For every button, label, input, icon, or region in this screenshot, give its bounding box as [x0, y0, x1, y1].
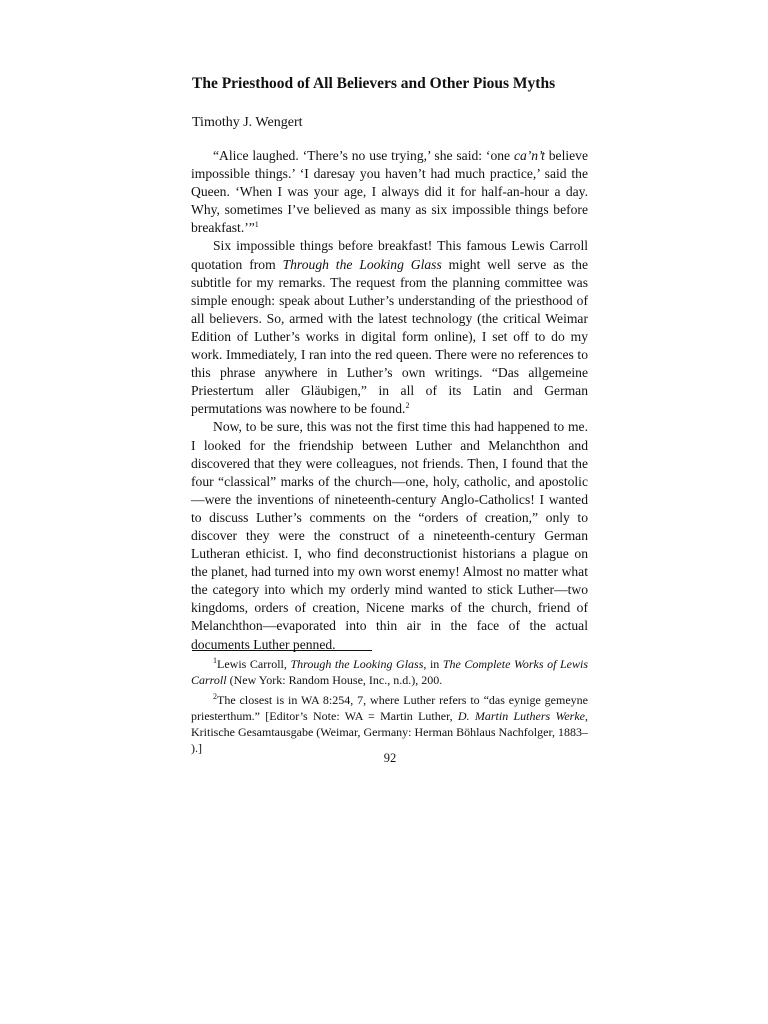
paragraph-1: [191, 147, 588, 237]
footnote-1-text-b: , in: [423, 657, 443, 671]
paragraph-1-text-b: believe impossible things.’ ‘I daresay you haven’t had much practice,’ said the Queen. ‘When I was your age, I always did it for half-an-hour a day. Why, sometimes I’ve believed as many as six impossible things before breakfast.’”: [191, 148, 588, 236]
footnote-ref-2: 2: [405, 401, 410, 411]
footnote-2-text-b: Kritische Gesamtausgabe (Weimar, Germany: Herman Böhlaus Nachfolger, 1883– ).]: [191, 725, 588, 755]
footnote-1-text-c: (New York: Random House, Inc., n.d.), 200.: [226, 673, 443, 687]
article-body: [191, 147, 588, 654]
footnote-1-emphasis-1: Through the Looking Glass: [290, 657, 424, 671]
footnote-ref-1: 1: [254, 220, 259, 230]
paragraph-2: [191, 237, 588, 418]
footnote-1-number: 1: [213, 656, 217, 665]
article-title: The Priesthood of All Believers and Other Pious Myths: [192, 75, 556, 92]
footnote-2-text-a: The closest is in WA 8:254, 7, where Luther refers to “das eynige gemeyne priesterthum.” [Editor’s Note: WA = Martin Luther,: [191, 693, 588, 723]
footnote-2-emphasis: D. Martin Luthers Werke,: [457, 709, 589, 723]
paragraph-2-emphasis: Through the Looking Glass: [282, 256, 442, 272]
paragraph-2-text-b: might well serve as the subtitle for my remarks. The request from the planning committee was simple enough: speak about Luther’s understanding of the priesthood of all believers. So, armed with the latest technology (the critical Weimar Edition of Luther’s works in digital form online), I set off to do my work. Immediately, I ran into the red queen. There were no references to this phrase anywhere in Luther’s own writings. “Das allgemeine Priestertum aller Gläubigen,” in all of its Latin and German permutations was nowhere to be found.: [191, 256, 588, 417]
article-author: Timothy J. Wengert: [192, 115, 303, 130]
page-number: 92: [383, 751, 397, 765]
footnote-1-emphasis-2: The Complete Works of Lewis Carroll: [191, 657, 588, 687]
paragraph-3: Now, to be sure, this was not the first time this had happened to me. I looked for the friendship between Luther and Melanchthon and discovered that they were colleagues, not friends. Then, I found that the four “classical” marks of the church—one, holy, catholic, and apostolic—were the inventions of nineteenth-century Anglo-Catholics! I wanted to discuss Luther’s comments on the “orders of creation,” only to discover they were the construct of a nineteenth-century German Lutheran ethicist. I, who find deconstructionist historians a plague on the planet, had turned into my own worst enemy! Almost no matter what the category into which my orderly mind wanted to stick Luther—two kingdoms, orders of creation, Nicene marks of the church, friend of Melanchthon—evaporated into thin air in the face of the actual documents Luther penned.: [191, 419, 588, 652]
footnotes: [191, 656, 588, 760]
footnote-1-text-a: Lewis Carroll,: [217, 657, 291, 671]
footnote-divider: [192, 650, 372, 651]
footnote-1: [191, 656, 588, 688]
footnote-2-number: 2: [213, 692, 217, 701]
paragraph-1-text-a: “Alice laughed. ‘There’s no use trying,’ she said: ‘one: [213, 148, 514, 163]
footnote-2: [191, 692, 588, 756]
paragraph-2-text-a: Six impossible things before breakfast! This famous Lewis Carroll quotation from: [191, 238, 588, 272]
paragraph-1-emphasis: ca’n’t: [513, 148, 545, 163]
